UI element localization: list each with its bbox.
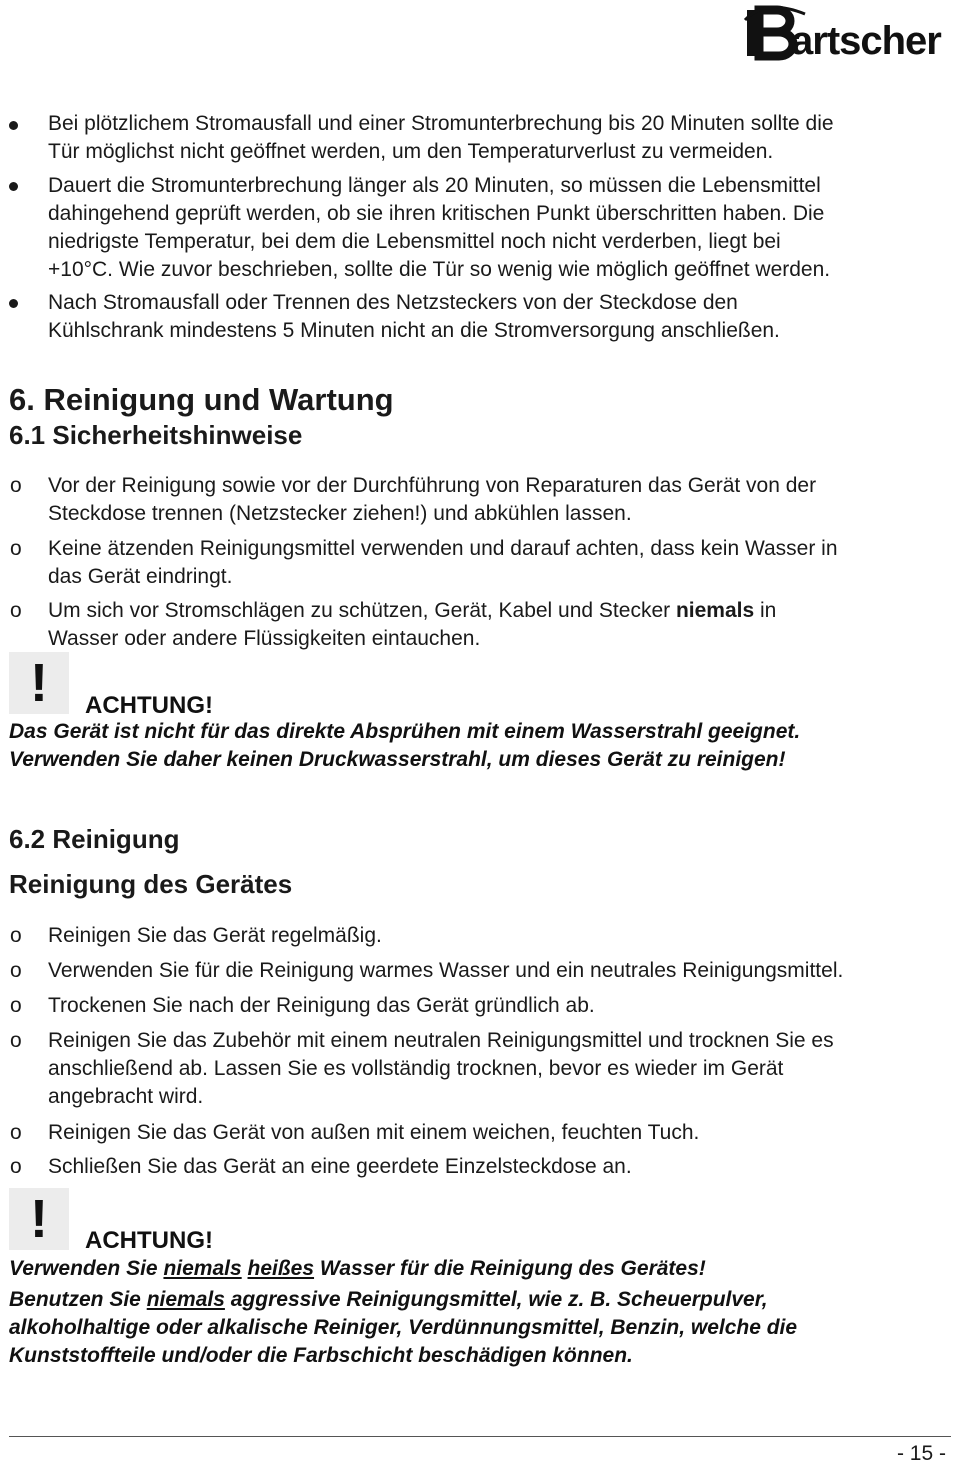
bullet-dot xyxy=(9,182,18,191)
text-line: dahingehend geprüft werden, ob sie ihren kritischen Punkt überschritten haben. Die xyxy=(48,202,825,225)
subsection-title: 6.2 Reinigung xyxy=(9,824,180,854)
text-run: Wasser für die Reinigung des Gerätes! xyxy=(314,1257,706,1280)
underlined-word: heißes xyxy=(247,1257,315,1280)
page-number: - 15 - xyxy=(896,1442,946,1465)
text-line: das Gerät eindringt. xyxy=(48,565,233,588)
text-line: niedrigste Temperatur, bei dem die Lebensmittel noch nicht verderben, liegt bei xyxy=(48,230,781,253)
text-line xyxy=(48,597,776,625)
warning-text xyxy=(9,1255,706,1283)
text-line: Keine ätzenden Reinigungsmittel verwenden und darauf achten, dass kein Wasser in xyxy=(48,537,838,560)
text-line: Kühlschrank mindestens 5 Minuten nicht an die Stromversorgung anschließen. xyxy=(48,319,780,342)
warning-icon xyxy=(9,652,69,714)
text-line: Trockenen Sie nach der Reinigung das Gerät gründlich ab. xyxy=(48,994,595,1017)
text-line: Dauert die Stromunterbrechung länger als 20 Minuten, so müssen die Lebensmittel xyxy=(48,174,821,197)
bullet-marker: o xyxy=(10,537,22,560)
warning-text xyxy=(9,1286,768,1314)
warning-text: Das Gerät ist nicht für das direkte Absprühen mit einem Wasserstrahl geeignet. xyxy=(9,720,801,743)
bullet-marker: o xyxy=(10,994,22,1017)
text-line: Schließen Sie das Gerät an eine geerdete Einzelsteckdose an. xyxy=(48,1155,632,1178)
text-run: Um sich vor Stromschlägen zu schützen, Gerät, Kabel und Stecker xyxy=(48,599,676,622)
subsection-subtitle: Reinigung des Gerätes xyxy=(9,869,293,899)
bullet-marker: o xyxy=(10,924,22,947)
emphasis: niemals xyxy=(675,599,755,622)
section-title: 6. Reinigung und Wartung xyxy=(9,382,394,417)
bullet-marker: o xyxy=(10,1121,22,1144)
bullet-dot xyxy=(9,121,18,130)
text-line: Reinigen Sie das Gerät von außen mit einem weichen, feuchten Tuch. xyxy=(48,1121,700,1144)
underlined-word: niemals xyxy=(146,1288,225,1311)
text-run: in xyxy=(754,599,777,622)
text-line: Reinigen Sie das Zubehör mit einem neutralen Reinigungsmittel und trocknen Sie es xyxy=(48,1029,834,1052)
text-line: Nach Stromausfall oder Trennen des Netzsteckers von der Steckdose den xyxy=(48,291,738,314)
bullet-dot xyxy=(9,299,18,308)
bullet-marker: o xyxy=(10,599,22,622)
warning-icon xyxy=(9,1188,69,1250)
text-line: +10°C. Wie zuvor beschrieben, sollte die Tür so wenig wie möglich geöffnet werden. xyxy=(48,258,831,281)
warning-text: alkoholhaltige oder alkalische Reiniger, Verdünnungsmittel, Benzin, welche die xyxy=(9,1316,798,1339)
text-line: Bei plötzlichem Stromausfall und einer Stromunterbrechung bis 20 Minuten sollte die xyxy=(48,112,834,135)
text-run: aggressive Reinigungsmittel, wie z. B. Scheuerpulver, xyxy=(224,1288,768,1311)
text-line: Reinigen Sie das Gerät regelmäßig. xyxy=(48,924,382,947)
exclamation-icon: ! xyxy=(30,1189,48,1249)
text-line: angebracht wird. xyxy=(48,1085,204,1108)
underlined-word: niemals xyxy=(163,1257,242,1280)
warning-title: ACHTUNG! xyxy=(85,692,213,719)
text-line: Tür möglichst nicht geöffnet werden, um den Temperaturverlust zu vermeiden. xyxy=(48,140,774,163)
bullet-marker: o xyxy=(10,1155,22,1178)
svg-text:artscher: artscher xyxy=(791,19,941,63)
bartscher-logo xyxy=(741,2,946,66)
warning-text: Kunststoffteile und/oder die Farbschicht beschädigen können. xyxy=(9,1344,633,1367)
text-line: Steckdose trennen (Netzstecker ziehen!) und abkühlen lassen. xyxy=(48,502,632,525)
text-run: Verwenden Sie xyxy=(9,1257,164,1280)
subsection-title: 6.1 Sicherheitshinweise xyxy=(9,420,303,450)
footer-rule xyxy=(9,1436,951,1437)
exclamation-icon: ! xyxy=(30,653,48,713)
bullet-marker: o xyxy=(10,1029,22,1052)
warning-title: ACHTUNG! xyxy=(85,1227,213,1254)
text-line: anschließend ab. Lassen Sie es vollständig trocknen, bevor es wieder im Gerät xyxy=(48,1057,784,1080)
text-line: Verwenden Sie für die Reinigung warmes Wasser und ein neutrales Reinigungsmittel. xyxy=(48,959,844,982)
text-line: Vor der Reinigung sowie vor der Durchführung von Reparaturen das Gerät von der xyxy=(48,474,817,497)
text-run: Benutzen Sie xyxy=(9,1288,147,1311)
bullet-marker: o xyxy=(10,959,22,982)
warning-text: Verwenden Sie daher keinen Druckwasserstrahl, um dieses Gerät zu reinigen! xyxy=(9,748,786,771)
text-line: Wasser oder andere Flüssigkeiten eintauchen. xyxy=(48,627,481,650)
bullet-marker: o xyxy=(10,474,22,497)
